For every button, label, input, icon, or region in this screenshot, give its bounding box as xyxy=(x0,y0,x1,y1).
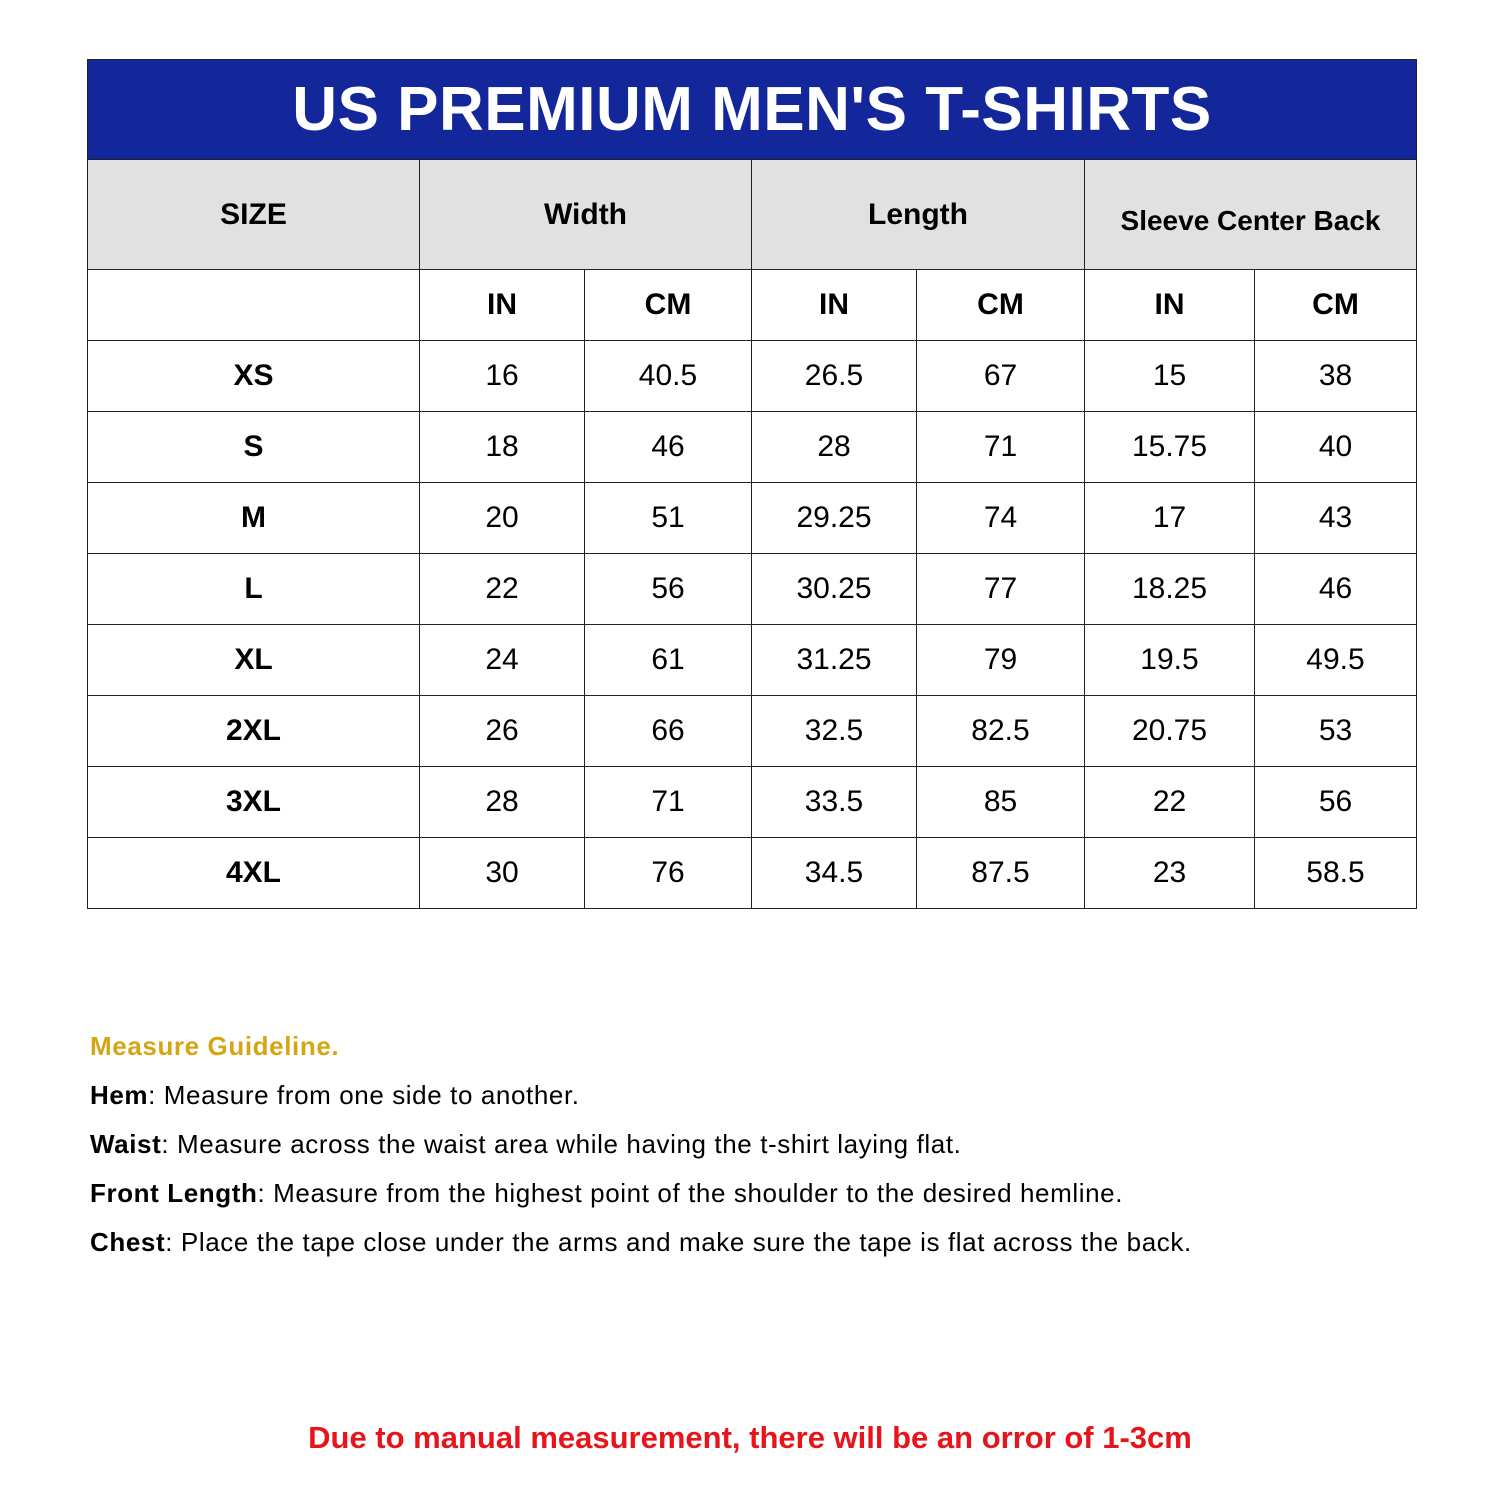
guideline-text: : Measure from one side to another. xyxy=(148,1080,580,1110)
measurement-cell: 43 xyxy=(1255,483,1417,554)
chart-title: US PREMIUM MEN'S T-SHIRTS xyxy=(88,60,1417,160)
measurement-cell: 22 xyxy=(420,554,585,625)
header-width: Width xyxy=(420,160,752,270)
measurement-cell: 49.5 xyxy=(1255,625,1417,696)
measurement-cell: 74 xyxy=(917,483,1085,554)
measurement-cell: 31.25 xyxy=(752,625,917,696)
measurement-cell: 34.5 xyxy=(752,838,917,909)
measurement-warning: Due to manual measurement, there will be an orror of 1-3cm xyxy=(308,1420,1192,1455)
measurement-cell: 67 xyxy=(917,341,1085,412)
size-row xyxy=(88,341,1417,412)
size-row xyxy=(88,554,1417,625)
size-label: 2XL xyxy=(88,696,420,767)
measurement-cell: 46 xyxy=(1255,554,1417,625)
measurement-cell: 66 xyxy=(585,696,752,767)
measurement-cell: 32.5 xyxy=(752,696,917,767)
measurement-cell: 18.25 xyxy=(1085,554,1255,625)
size-label: XS xyxy=(88,341,420,412)
unit-cell: IN xyxy=(420,270,585,341)
measurement-cell: 20 xyxy=(420,483,585,554)
unit-empty xyxy=(88,270,420,341)
measurement-cell: 33.5 xyxy=(752,767,917,838)
guideline-item xyxy=(90,1120,1192,1169)
measurement-cell: 40.5 xyxy=(585,341,752,412)
size-label: XL xyxy=(88,625,420,696)
measurement-cell: 71 xyxy=(917,412,1085,483)
guideline-item xyxy=(90,1218,1192,1267)
measurement-cell: 28 xyxy=(420,767,585,838)
measurement-cell: 22 xyxy=(1085,767,1255,838)
title-row xyxy=(88,60,1417,160)
measurement-cell: 71 xyxy=(585,767,752,838)
measurement-cell: 20.75 xyxy=(1085,696,1255,767)
size-label: M xyxy=(88,483,420,554)
guideline-text: : Measure across the waist area while having the t-shirt laying flat. xyxy=(161,1129,962,1159)
unit-cell: CM xyxy=(585,270,752,341)
guideline-text: : Place the tape close under the arms and make sure the tape is flat across the back. xyxy=(165,1227,1192,1257)
guideline-term: Waist xyxy=(90,1129,162,1159)
size-row xyxy=(88,625,1417,696)
size-row xyxy=(88,412,1417,483)
measurement-cell: 58.5 xyxy=(1255,838,1417,909)
guideline-item xyxy=(90,1071,1192,1120)
header-row xyxy=(88,160,1417,270)
measure-guideline xyxy=(90,1022,1192,1267)
measurement-cell: 85 xyxy=(917,767,1085,838)
size-label: L xyxy=(88,554,420,625)
measurement-cell: 15.75 xyxy=(1085,412,1255,483)
measurement-cell: 30 xyxy=(420,838,585,909)
measurement-cell: 26 xyxy=(420,696,585,767)
guideline-title: Measure Guideline. xyxy=(90,1031,340,1061)
guideline-text: : Measure from the highest point of the shoulder to the desired hemline. xyxy=(257,1178,1124,1208)
measurement-cell: 26.5 xyxy=(752,341,917,412)
measurement-cell: 23 xyxy=(1085,838,1255,909)
measurement-cell: 76 xyxy=(585,838,752,909)
size-row xyxy=(88,838,1417,909)
unit-cell: CM xyxy=(917,270,1085,341)
size-chart-table xyxy=(87,59,1417,909)
guideline-term: Hem xyxy=(90,1080,149,1110)
guideline-term: Front Length xyxy=(90,1178,258,1208)
measurement-cell: 56 xyxy=(585,554,752,625)
measurement-cell: 79 xyxy=(917,625,1085,696)
size-row xyxy=(88,483,1417,554)
header-size: SIZE xyxy=(88,160,420,270)
unit-cell: IN xyxy=(1085,270,1255,341)
size-label: 3XL xyxy=(88,767,420,838)
measurement-cell: 19.5 xyxy=(1085,625,1255,696)
measurement-cell: 77 xyxy=(917,554,1085,625)
measurement-cell: 46 xyxy=(585,412,752,483)
unit-cell: CM xyxy=(1255,270,1417,341)
size-row xyxy=(88,696,1417,767)
size-label: S xyxy=(88,412,420,483)
size-label: 4XL xyxy=(88,838,420,909)
unit-cell: IN xyxy=(752,270,917,341)
measurement-cell: 61 xyxy=(585,625,752,696)
size-row xyxy=(88,767,1417,838)
measurement-cell: 15 xyxy=(1085,341,1255,412)
unit-row xyxy=(88,270,1417,341)
measurement-cell: 16 xyxy=(420,341,585,412)
measurement-cell: 17 xyxy=(1085,483,1255,554)
measurement-cell: 56 xyxy=(1255,767,1417,838)
measurement-cell: 40 xyxy=(1255,412,1417,483)
guideline-item xyxy=(90,1169,1192,1218)
measurement-cell: 38 xyxy=(1255,341,1417,412)
measurement-cell: 18 xyxy=(420,412,585,483)
guideline-term: Chest xyxy=(90,1227,166,1257)
header-sleeve: Sleeve Center Back xyxy=(1085,160,1417,270)
measurement-cell: 29.25 xyxy=(752,483,917,554)
measurement-cell: 51 xyxy=(585,483,752,554)
measurement-cell: 28 xyxy=(752,412,917,483)
measurement-cell: 30.25 xyxy=(752,554,917,625)
measurement-cell: 82.5 xyxy=(917,696,1085,767)
header-length: Length xyxy=(752,160,1085,270)
measurement-cell: 53 xyxy=(1255,696,1417,767)
measurement-cell: 87.5 xyxy=(917,838,1085,909)
measurement-cell: 24 xyxy=(420,625,585,696)
